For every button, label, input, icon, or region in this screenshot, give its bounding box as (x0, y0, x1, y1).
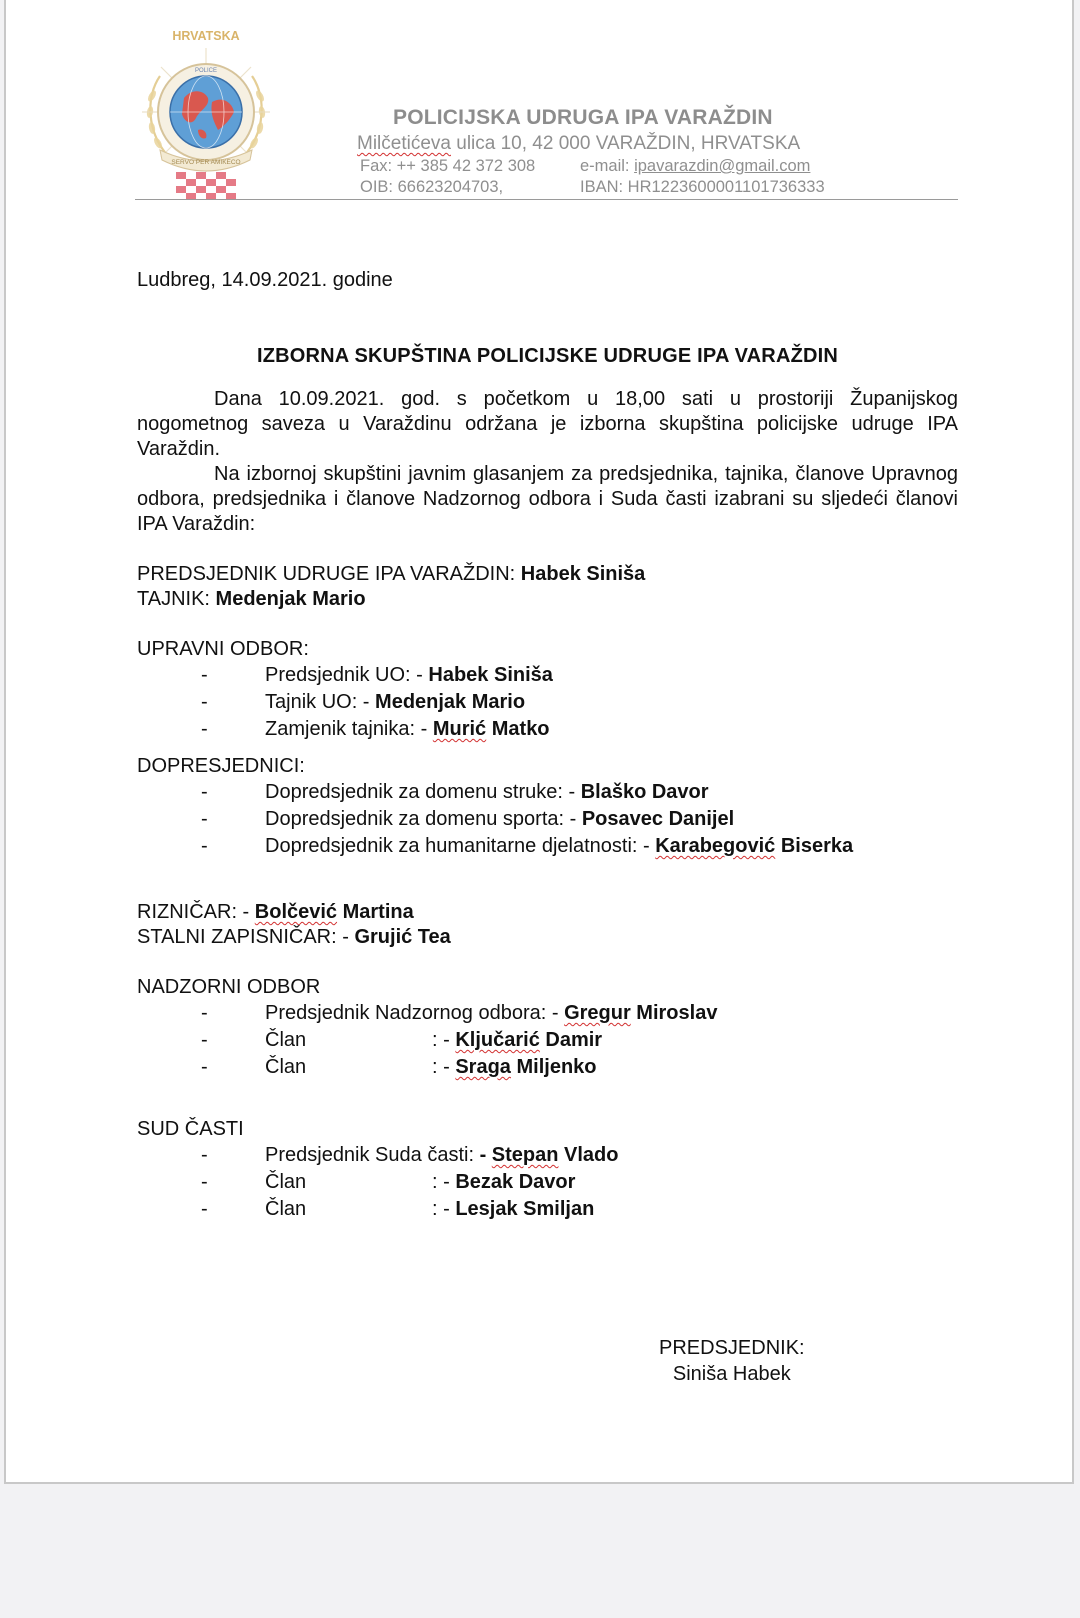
list-item: - Član : - Lesjak Smiljan (201, 1198, 595, 1220)
signature-block (659, 1335, 805, 1387)
document-page (4, 0, 1074, 1484)
org-address: Milčetićeva ulica 10, 42 000 VARAŽDIN, HRVATSKA (357, 133, 801, 154)
list-item: - Član : - Sraga Miljenko (201, 1056, 597, 1078)
contact-row (356, 157, 856, 176)
treasury-block (137, 900, 958, 950)
board-heading: UPRAVNI ODBOR: (137, 638, 309, 660)
ipa-logo (138, 26, 286, 202)
vp-list (137, 779, 958, 860)
org-iban: IBAN: HR1223600001101736333 (580, 178, 825, 196)
board-list (137, 662, 958, 743)
treasurer-line: RIZNIČAR: - Bolčević Martina (137, 901, 414, 923)
recorder-line: STALNI ZAPISNIČAR: - Grujić Tea (137, 926, 451, 948)
board-section (137, 637, 958, 743)
signature-name: Siniša Habek (672, 1363, 791, 1385)
document-title: IZBORNA SKUPŠTINA POLICIJSKE UDRUGE IPA VARAŽDIN (256, 345, 839, 367)
paragraph-1: Dana 10.09.2021. god. s početkom u 18,00 sati u prostoriji Županijskog nogometnog saveza u Varaždinu održana je izborna skupština policijske udruge IPA Varaždin. (137, 388, 958, 460)
court-heading: SUD ČASTI (137, 1118, 244, 1140)
org-email: e-mail: ipavarazdin@gmail.com (580, 157, 811, 175)
org-fax: Fax: ++ 385 42 372 308 (360, 157, 536, 175)
list-item: - Dopredsjednik za domenu struke: - Blaško Davor (201, 781, 709, 803)
secretary-line: TAJNIK: Medenjak Mario (137, 588, 366, 610)
president-line: PREDSJEDNIK UDRUGE IPA VARAŽDIN: Habek Siniša (137, 563, 646, 585)
supervisory-list (137, 1000, 958, 1081)
paragraph-2: Na izbornoj skupštini javnim glasanjem za predsjednika, tajnika, članove Upravnog odbora, predsjednika i članove Nadzornog odbora i Suda časti izabrani su sljedeći članovi IPA Varaždin: (137, 463, 958, 535)
signature-title: PREDSJEDNIK: (659, 1337, 805, 1359)
logo-ring-text: POLICE (194, 68, 218, 74)
email-link[interactable]: ipavarazdin@gmail.com (634, 157, 811, 175)
supervisory-section (137, 975, 958, 1081)
ipa-emblem-icon (138, 26, 286, 202)
list-item: - Član : - Ključarić Damir (201, 1029, 603, 1051)
org-name: POLICIJSKA UDRUGA IPA VARAŽDIN (393, 106, 773, 129)
vp-section (137, 754, 958, 860)
supervisory-heading: NADZORNI ODBOR (137, 976, 321, 998)
logo-top-text: HRVATSKA (172, 29, 240, 43)
court-section (137, 1117, 958, 1223)
letterhead (356, 106, 856, 197)
org-oib: OIB: 66623204703, (360, 178, 504, 196)
list-item: - Dopredsjednik za humanitarne djelatnosti: - Karabegović Biserka (201, 835, 854, 857)
officers-block (137, 562, 958, 612)
list-item: - Predsjednik Suda časti: - Stepan Vlado (201, 1144, 619, 1166)
list-item: - Član : - Bezak Davor (201, 1171, 576, 1193)
document-body (137, 268, 958, 1223)
court-list (137, 1142, 958, 1223)
vp-heading: DOPRESJEDNICI: (137, 755, 305, 777)
registry-row (356, 178, 856, 197)
header-divider (135, 199, 958, 200)
list-item: - Predsjednik UO: - Habek Siniša (201, 664, 553, 686)
logo-ribbon-text: SERVO PER AMIKECO (171, 159, 241, 166)
list-item: - Zamjenik tajnika: - Murić Matko (201, 718, 550, 740)
list-item: - Predsjednik Nadzornog odbora: - Gregur Miroslav (201, 1002, 718, 1024)
list-item: - Dopredsjednik za domenu sporta: - Posavec Danijel (201, 808, 735, 830)
date-line: Ludbreg, 14.09.2021. godine (137, 269, 393, 291)
list-item: - Tajnik UO: - Medenjak Mario (201, 691, 526, 713)
